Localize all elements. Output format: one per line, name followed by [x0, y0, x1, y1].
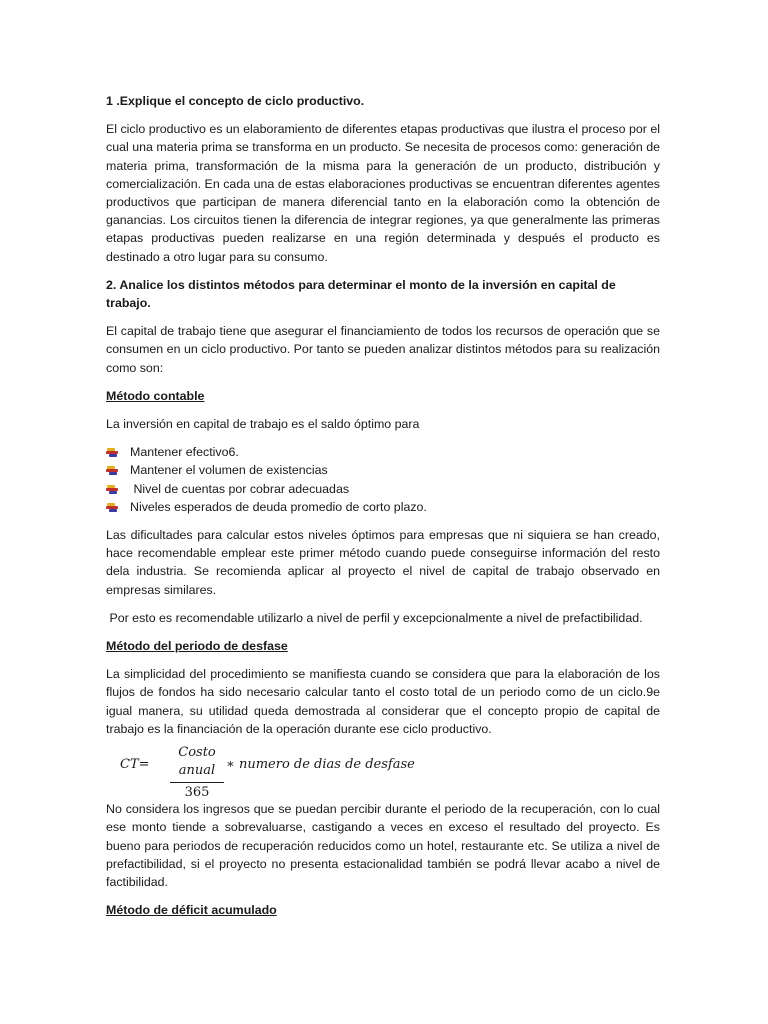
list-item: [130, 443, 660, 461]
document-content: [106, 92, 660, 929]
list-item-text: Niveles esperados de deuda promedio de corto plazo.: [130, 499, 427, 514]
list-item: [130, 480, 660, 498]
metodo-desfase-title: Método del periodo de desfase: [106, 639, 288, 654]
metodo-desfase-paragraph: La simplicidad del procedimiento se manifiesta cuando se considera que para la elaboración de los flujos de fondos ha sido necesario calcular tanto el costo total de un periodo como de un ciclo.9e igual manera, su utilidad queda demostrada al considerar que el concepto propio de capital de trabajo es la financiación de la operación durante ese ciclo productivo.: [106, 667, 660, 736]
formula-denominator: 365: [184, 784, 210, 800]
question-2-intro: El capital de trabajo tiene que asegurar el financiamiento de todos los recursos de operación que se consumen en un ciclo productivo. Por tanto se pueden analizar distintos métodos para su realización como son:: [106, 324, 660, 375]
list-item: [130, 461, 660, 479]
metodo-desfase-evaluation: No considera los ingresos que se puedan percibir durante el periodo de la recuperación, con lo cual ese monto tiende a sobrevaluarse, castigando a veces en exceso el resultado del proyecto. Es bueno para periodos de recuperación reducidos como un hotel, restaurante etc. Se utiliza a nivel de prefactibilidad, si el proyecto no presenta estacionalidad también se podrá llevar acabo a nivel de factibilidad.: [106, 802, 660, 889]
question-2-heading: 2. Analice los distintos métodos para determinar el monto de la inversión en capital de trabajo.: [106, 277, 616, 311]
metodo-contable-list: [106, 443, 660, 516]
list-item: [130, 498, 660, 516]
list-item-text: Mantener efectivo6.: [130, 445, 239, 460]
stacked-bars-bullet-icon: [106, 485, 119, 494]
formula-lhs: CT=: [120, 757, 150, 773]
list-item-text: Mantener el volumen de existencias: [130, 463, 328, 478]
list-item-text: Nivel de cuentas por cobrar adecuadas: [130, 481, 350, 496]
stacked-bars-bullet-icon: [106, 503, 119, 512]
formula-rhs: ∗ numero de dias de desfase: [226, 757, 415, 773]
stacked-bars-bullet-icon: [106, 448, 119, 457]
metodo-contable-paragraph: Las dificultades para calcular estos niveles óptimos para empresas que ni siquiera se han creado, hace recomendable emplear este primer método cuando puede conseguirse información del resto dela industria. Se recomienda aplicar al proyecto el nivel de capital de trabajo observado en empresas similares.: [106, 528, 660, 597]
stacked-bars-bullet-icon: [106, 466, 119, 475]
metodo-contable-title: Método contable: [106, 388, 205, 403]
formula-fraction: [170, 744, 224, 802]
capital-trabajo-formula: [106, 745, 660, 800]
metodo-contable-intro: La inversión en capital de trabajo es el saldo óptimo para: [106, 417, 420, 432]
metodo-contable-conclusion: Por esto es recomendable utilizarlo a nivel de perfil y excepcionalmente a nivel de prefactibilidad.: [106, 610, 643, 625]
formula-numerator: Costo anual: [170, 744, 224, 782]
metodo-deficit-title: Método de déficit acumulado: [106, 903, 277, 918]
question-1-heading: 1 .Explique el concepto de ciclo productivo.: [106, 94, 365, 108]
question-1-answer: El ciclo productivo es un elaboramiento de diferentes etapas productivas que ilustra el proceso por el cual una materia prima se transforma en un producto. Se necesita de procesos como: generación de materia prima, transformación de la misma para la generación de un producto, distribución y comercialización. En cada una de estas elaboraciones productivas se encuentran diferentes agentes productivos que participan de manera diferencial tanto en la elaboración como la obtención de ganancias. Los circuitos tienen la diferencia de integrar regiones, ya que generalmente las primeras etapas productivas pueden realizarse en una región determinada y después el producto es destinado a otro lugar para su consumo.: [106, 122, 660, 264]
